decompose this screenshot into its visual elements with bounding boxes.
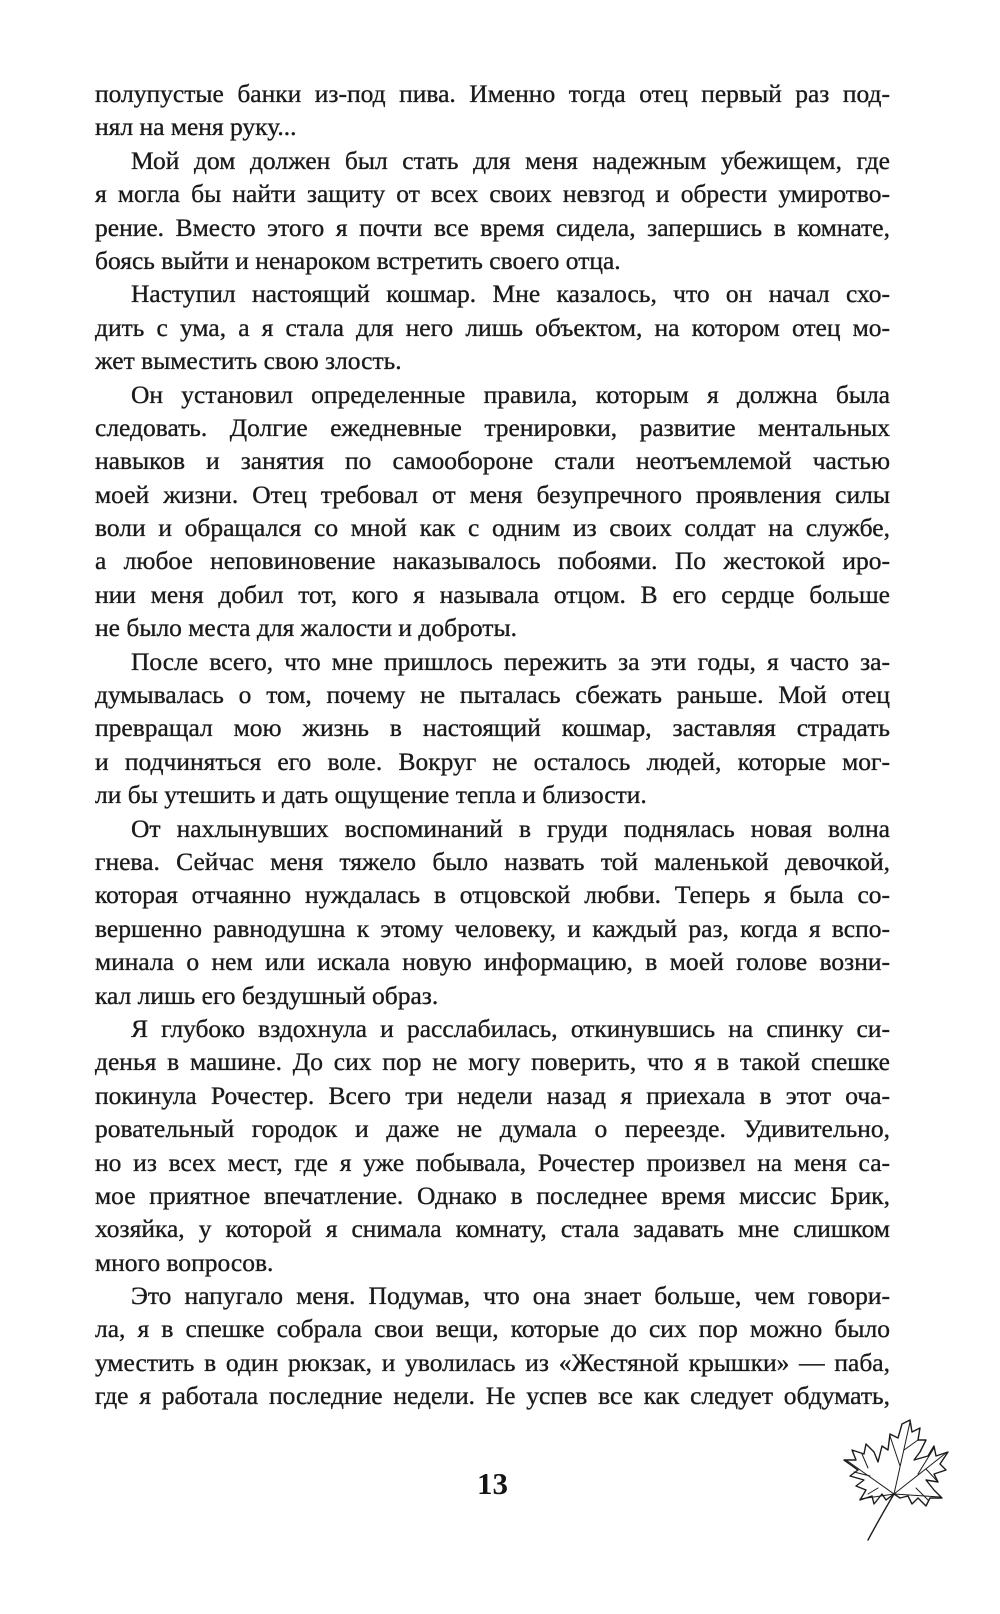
text-line: но из всех мест, где я уже побывала, Рочестер произвел на меня са-: [95, 1147, 890, 1177]
leaf-stem: [868, 1494, 894, 1540]
text-line: думывалась о том, почему не пыталась сбежать раньше. Мой отец: [95, 680, 890, 710]
text-line: Это напугало меня. Подумав, что она знает больше, чем говори-: [131, 1281, 890, 1311]
text-line: жет выместить свою злость.: [95, 346, 402, 376]
text-line: Он установил определенные правила, которым я должна была: [131, 379, 890, 409]
text-line: От нахлынувших воспоминаний в груди поднялась новая волна: [131, 813, 890, 843]
text-line: нии меня добил тот, кого я называла отцом. В его сердце больше: [95, 579, 890, 609]
paragraph: [95, 812, 890, 1012]
text-line: денья в машине. До сих пор не могу поверить, что я в такой спешке: [95, 1047, 890, 1077]
text-line: покинула Рочестер. Всего три недели назад я приехала в этот оча-: [95, 1080, 890, 1110]
leaf-outline: [844, 1420, 948, 1506]
text-line: я могла бы найти защиту от всех своих невзгод и обрести умиротво-: [95, 179, 890, 209]
text-line: много вопросов.: [95, 1247, 274, 1277]
paragraph: [95, 1279, 890, 1413]
text-line: и подчиняться его воле. Вокруг не осталось людей, которые мог-: [95, 746, 890, 776]
paragraph: [95, 277, 890, 377]
text-line: хозяйка, у которой я снимала комнату, стала задавать мне слишком: [95, 1214, 890, 1244]
text-line: минала о нем или искала новую информацию, в моей голове возни-: [95, 947, 890, 977]
text-line: ли бы утешить и дать ощущение тепла и близости.: [95, 780, 647, 810]
page-number: 13: [477, 1466, 508, 1501]
text-line: полупустые банки из-под пива. Именно тогда отец первый раз под-: [95, 79, 890, 108]
text-line: а любое неповиновение наказывалось побоями. По жестокой иро-: [95, 546, 890, 576]
text-line: вершенно равнодушна к этому человеку, и каждый раз, когда я вспо-: [95, 913, 890, 943]
paragraph: [95, 77, 890, 144]
text-line: Мой дом должен был стать для меня надежным убежищем, где: [131, 145, 890, 175]
text-line: кал лишь его бездушный образ.: [95, 980, 439, 1010]
paragraph: [95, 144, 890, 278]
text-line: ла, я в спешке собрала свои вещи, которые до сих пор можно было: [95, 1314, 890, 1344]
text-line: воли и обращался со мной как с одним из своих солдат на службе,: [95, 513, 890, 543]
text-line: После всего, что мне пришлось пережить за эти годы, я часто за-: [131, 646, 890, 676]
text-line: моей жизни. Отец требовал от меня безупречного проявления силы: [95, 479, 890, 509]
paragraph: [95, 1012, 890, 1279]
text-line: уместить в один рюкзак, и уволилась из «Жестяной крышки» — паба,: [95, 1347, 890, 1377]
text-line: где я работала последние недели. Не успев все как следует обдумать,: [95, 1381, 890, 1411]
text-line: Я глубоко вздохнула и расслабилась, откинувшись на спинку си-: [131, 1013, 890, 1043]
text-line: мое приятное впечатление. Однако в последнее время миссис Брик,: [95, 1180, 890, 1210]
text-line: нял на меня руку...: [95, 112, 297, 142]
paragraph: [95, 378, 890, 645]
paragraph: [95, 645, 890, 812]
text-line: не было места для жалости и доброты.: [95, 613, 517, 643]
text-line: следовать. Долгие ежедневные тренировки, развитие ментальных: [95, 412, 890, 442]
text-line: навыков и занятия по самообороне стали неотъемлемой частью: [95, 446, 890, 476]
text-line: гнева. Сейчас меня тяжело было назвать той маленькой девочкой,: [95, 846, 890, 876]
text-line: дить с ума, а я стала для него лишь объектом, на котором отец мо-: [95, 312, 890, 342]
text-line: которая отчаянно нуждалась в отцовской любви. Теперь я была со-: [95, 880, 890, 910]
text-line: Наступил настоящий кошмар. Мне казалось, что он начал схо-: [131, 279, 890, 309]
maple-leaf-icon: [838, 1416, 954, 1546]
body-text: [95, 77, 890, 1413]
text-line: превращал мою жизнь в настоящий кошмар, заставляя страдать: [95, 713, 890, 743]
text-line: рение. Вместо этого я почти все время сидела, запершись в комнате,: [95, 212, 890, 242]
text-line: ровательный городок и даже не думала о переезде. Удивительно,: [95, 1114, 890, 1144]
text-line: боясь выйти и ненароком встретить своего отца.: [95, 245, 621, 275]
